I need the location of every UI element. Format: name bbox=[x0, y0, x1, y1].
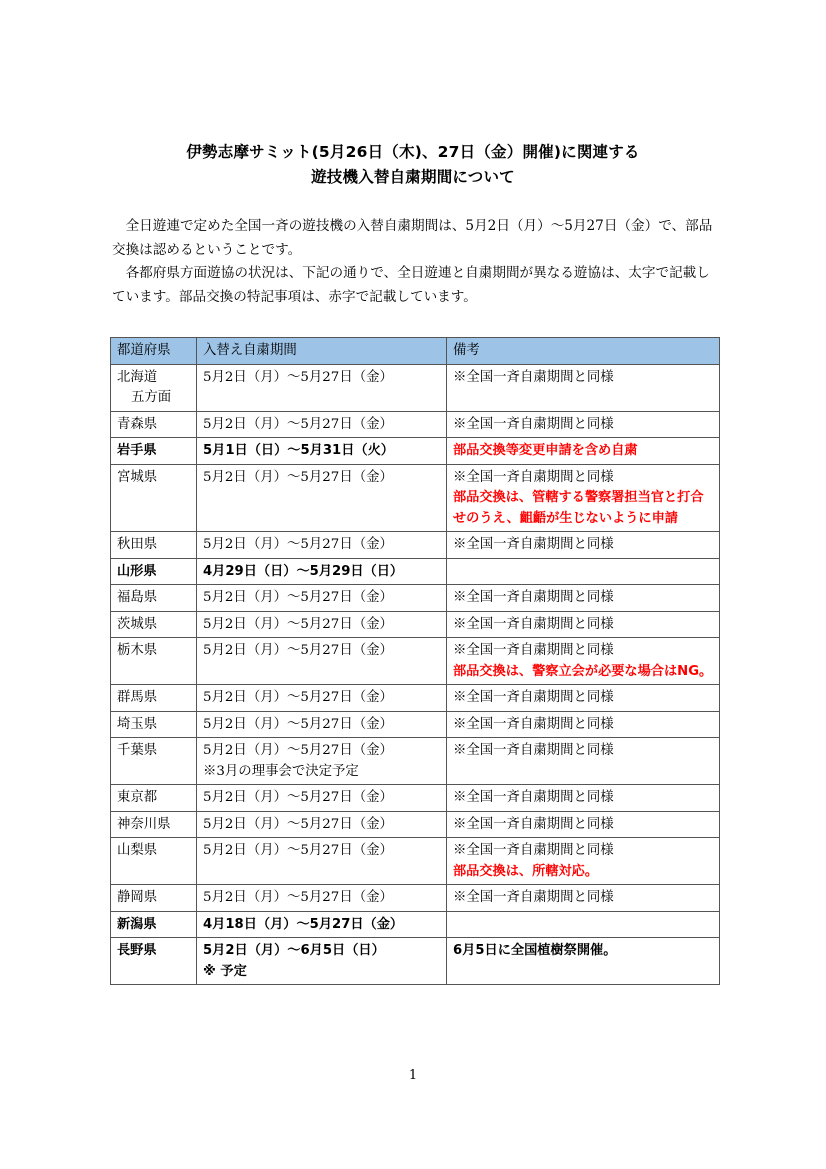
period-cell: 5月2日（月）～5月27日（金） bbox=[197, 411, 447, 438]
prefecture-cell: 福島県 bbox=[111, 585, 197, 612]
note-cell bbox=[447, 558, 720, 585]
table-row bbox=[111, 411, 720, 438]
document-title-line1: 伊勢志摩サミット(5月26日（木)、27日（金）開催)に関連する bbox=[186, 143, 640, 161]
table-row bbox=[111, 911, 720, 938]
prefecture-cell: 栃木県 bbox=[111, 638, 197, 685]
page-number: 1 bbox=[408, 1068, 418, 1083]
table-row bbox=[111, 685, 720, 712]
period-cell: 5月2日（月）～5月27日（金） bbox=[197, 885, 447, 912]
period-cell: 5月1日（日）～5月31日（火） bbox=[197, 438, 447, 465]
period-cell bbox=[197, 738, 447, 785]
note-cell: ※全国一斉自粛期間と同様 bbox=[447, 885, 720, 912]
period-text: 5月2日（月）～5月27日（金） bbox=[203, 743, 393, 758]
period-cell bbox=[197, 938, 447, 985]
period-cell: 5月2日（月）～5月27日（金） bbox=[197, 811, 447, 838]
table-row bbox=[111, 532, 720, 559]
note-cell: ※全国一斉自粛期間と同様 bbox=[447, 811, 720, 838]
note-cell: ※全国一斉自粛期間と同様 bbox=[447, 532, 720, 559]
prefecture-cell: 新潟県 bbox=[111, 911, 197, 938]
period-cell: 5月2日（月）～5月27日（金） bbox=[197, 685, 447, 712]
table-row bbox=[111, 585, 720, 612]
note-text: ※全国一斉自粛期間と同様 bbox=[453, 469, 614, 485]
table-row bbox=[111, 364, 720, 411]
period-note-text: ※ 予定 bbox=[203, 963, 247, 979]
prefecture-cell: 静岡県 bbox=[111, 885, 197, 912]
note-cell bbox=[447, 838, 720, 885]
prefecture-cell: 神奈川県 bbox=[111, 811, 197, 838]
note-cell: ※全国一斉自粛期間と同様 bbox=[447, 685, 720, 712]
note-cell: 部品交換等変更申請を含め自粛 bbox=[447, 438, 720, 465]
note-cell bbox=[447, 911, 720, 938]
status-paragraph: 各都府県方面遊協の状況は、下記の通りで、全日遊連と自粛期間が異なる遊協は、太字で記載しています。部品交換の特記事項は、赤字で記載しています。 bbox=[112, 265, 710, 305]
note-cell: ※全国一斉自粛期間と同様 bbox=[447, 611, 720, 638]
restriction-table bbox=[110, 337, 720, 985]
table-row bbox=[111, 711, 720, 738]
table-header-row bbox=[111, 338, 720, 365]
period-cell: 4月18日（月）～5月27日（金） bbox=[197, 911, 447, 938]
period-cell: 5月2日（月）～5月27日（金） bbox=[197, 464, 447, 532]
table-row bbox=[111, 811, 720, 838]
table-row bbox=[111, 938, 720, 985]
prefecture-name: 北海道 bbox=[117, 369, 158, 385]
period-cell: 5月2日（月）～5月27日（金） bbox=[197, 611, 447, 638]
prefecture-cell bbox=[111, 364, 197, 411]
period-cell: 5月2日（月）～5月27日（金） bbox=[197, 364, 447, 411]
table-row bbox=[111, 785, 720, 812]
prefecture-cell: 山形県 bbox=[111, 558, 197, 585]
header-note: 備考 bbox=[447, 338, 720, 365]
period-cell: 5月2日（月）～5月27日（金） bbox=[197, 838, 447, 885]
header-period: 入替え自粛期間 bbox=[197, 338, 447, 365]
table-row bbox=[111, 738, 720, 785]
prefecture-cell: 群馬県 bbox=[111, 685, 197, 712]
prefecture-cell: 埼玉県 bbox=[111, 711, 197, 738]
period-cell: 5月2日（月）～5月27日（金） bbox=[197, 711, 447, 738]
prefecture-cell: 宮城県 bbox=[111, 464, 197, 532]
note-cell: ※全国一斉自粛期間と同様 bbox=[447, 738, 720, 785]
prefecture-cell: 岩手県 bbox=[111, 438, 197, 465]
period-text: 5月2日（月）～6月5日（日） bbox=[203, 943, 385, 958]
table-row bbox=[111, 611, 720, 638]
intro-paragraph: 全日遊連で定めた全国一斉の遊技機の入替自粛期間は、5月2日（月）～5月27日（金）で、部品交換は認めるということです。 bbox=[112, 218, 713, 258]
table-row bbox=[111, 638, 720, 685]
note-cell: ※全国一斉自粛期間と同様 bbox=[447, 711, 720, 738]
note-cell: 6月5日に全国植樹祭開催。 bbox=[447, 938, 720, 985]
period-cell: 5月2日（月）～5月27日（金） bbox=[197, 638, 447, 685]
period-cell: 5月2日（月）～5月27日（金） bbox=[197, 785, 447, 812]
note-cell: ※全国一斉自粛期間と同様 bbox=[447, 364, 720, 411]
table-row bbox=[111, 838, 720, 885]
prefecture-cell: 長野県 bbox=[111, 938, 197, 985]
note-text: ※全国一斉自粛期間と同様 bbox=[453, 643, 614, 658]
note-special-text: 部品交換は、管轄する警察署担当官と打合せのうえ、齟齬が生じないように申請 bbox=[453, 490, 704, 526]
note-cell bbox=[447, 464, 720, 532]
period-cell: 4月29日（日）～5月29日（日） bbox=[197, 558, 447, 585]
period-note-text: ※3月の理事会で決定予定 bbox=[203, 763, 359, 779]
note-text: ※全国一斉自粛期間と同様 bbox=[453, 843, 614, 858]
prefecture-cell: 茨城県 bbox=[111, 611, 197, 638]
header-prefecture: 都道府県 bbox=[111, 338, 197, 365]
note-cell: ※全国一斉自粛期間と同様 bbox=[447, 785, 720, 812]
note-special-text: 部品交換は、所轄対応。 bbox=[453, 863, 599, 879]
note-cell: ※全国一斉自粛期間と同様 bbox=[447, 411, 720, 438]
prefecture-subname: 五方面 bbox=[131, 390, 172, 405]
note-special-text: 部品交換は、警察立会が必要な場合はNG。 bbox=[453, 663, 713, 679]
prefecture-cell: 秋田県 bbox=[111, 532, 197, 559]
table-row bbox=[111, 558, 720, 585]
table-row bbox=[111, 464, 720, 532]
document-title-line2: 遊技機入替自粛期間について bbox=[311, 168, 515, 186]
period-cell: 5月2日（月）～5月27日（金） bbox=[197, 532, 447, 559]
period-cell: 5月2日（月）～5月27日（金） bbox=[197, 585, 447, 612]
prefecture-cell: 東京都 bbox=[111, 785, 197, 812]
note-cell: ※全国一斉自粛期間と同様 bbox=[447, 585, 720, 612]
note-cell bbox=[447, 638, 720, 685]
prefecture-cell: 山梨県 bbox=[111, 838, 197, 885]
prefecture-cell: 青森県 bbox=[111, 411, 197, 438]
table-row bbox=[111, 438, 720, 465]
table-row bbox=[111, 885, 720, 912]
prefecture-cell: 千葉県 bbox=[111, 738, 197, 785]
